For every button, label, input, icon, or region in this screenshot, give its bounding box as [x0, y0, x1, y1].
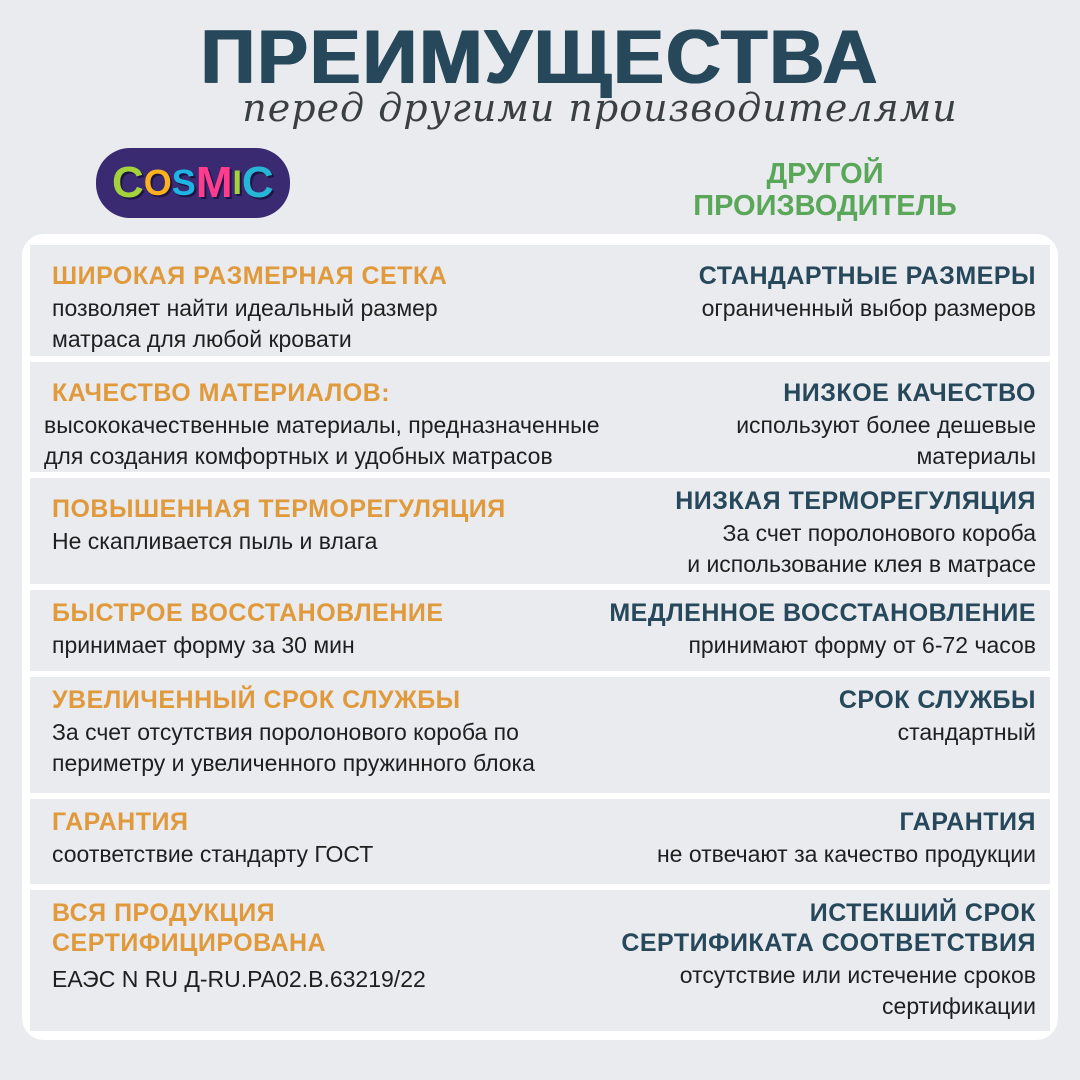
row-right — [839, 685, 1036, 748]
advantage-text: позволяет найти идеальный размер матраса для любой кровати — [52, 295, 438, 352]
row-right — [675, 486, 1036, 580]
comparison-row-sizes — [30, 245, 1050, 356]
advantage-title: ШИРОКАЯ РАЗМЕРНАЯ СЕТКА — [52, 262, 448, 290]
advantage-text: Не скапливается пыль и влага — [52, 528, 378, 554]
comparison-row-thermo — [30, 478, 1050, 584]
logo-letter-i: I — [232, 164, 242, 202]
row-right — [621, 898, 1036, 1022]
logo-letter-o: O — [143, 162, 172, 203]
row-right — [657, 807, 1036, 870]
row-right — [609, 598, 1036, 661]
competitor-title: НИЗКАЯ ТЕРМОРЕГУЛЯЦИЯ — [675, 487, 1036, 515]
advantage-text: высококачественные материалы, предназначенные для создания комфортных и удобных матрасов — [44, 412, 600, 469]
advantage-title: УВЕЛИЧЕННЫЙ СРОК СЛУЖБЫ — [52, 686, 461, 714]
logo-letter-m: M — [195, 158, 233, 207]
row-left — [52, 807, 373, 870]
competitor-text: не отвечают за качество продукции — [656, 841, 1036, 867]
row-left — [52, 261, 447, 355]
advantage-text: ЕАЭС N RU Д-RU.PA02.B.63219/22 — [52, 966, 426, 992]
page-subtitle: перед другими производителями — [242, 86, 958, 130]
comparison-row-lifetime — [30, 677, 1050, 793]
competitor-title: ИСТЕКШИЙ СРОК СЕРТИФИКАТА СООТВЕТСТВИЯ — [621, 899, 1036, 957]
cosmic-logo — [100, 152, 286, 214]
advantage-title: ВСЯ ПРОДУКЦИЯ СЕРТИФИЦИРОВАНА — [52, 899, 327, 957]
row-left — [52, 898, 426, 995]
row-left — [44, 378, 600, 472]
competitor-text: принимают форму от 6-72 часов — [688, 632, 1036, 658]
row-left — [52, 685, 535, 779]
competitor-text: ограниченный выбор размеров — [701, 295, 1036, 321]
comparison-row-certification — [30, 890, 1050, 1031]
comparison-row-warranty — [30, 799, 1050, 884]
competitor-title: НИЗКОЕ КАЧЕСТВО — [783, 379, 1036, 407]
logo-letter-c2: C — [241, 158, 274, 207]
competitor-title: СРОК СЛУЖБЫ — [838, 686, 1036, 714]
page-title: ПРЕИМУЩЕСТВА — [200, 15, 880, 100]
row-right — [699, 261, 1036, 324]
row-right — [736, 378, 1036, 472]
advantage-title: КАЧЕСТВО МАТЕРИАЛОВ: — [52, 379, 391, 407]
competitor-text: За счет поролонового короба и использование клея в матрасе — [687, 520, 1036, 577]
competitor-text: отсутствие или истечение сроков сертификации — [679, 962, 1036, 1019]
row-left — [52, 494, 506, 557]
logo-letter-s: S — [171, 162, 196, 203]
advantage-text: За счет отсутствия поролонового короба по периметру и увеличенного пружинного блока — [52, 719, 535, 776]
other-manufacturer-heading: ДРУГОЙ ПРОИЗВОДИТЕЛЬ — [693, 158, 957, 222]
logo-letter-c1: C — [112, 158, 144, 207]
competitor-title: СТАНДАРТНЫЕ РАЗМЕРЫ — [698, 262, 1036, 290]
advantage-text: соответствие стандарту ГОСТ — [52, 841, 374, 867]
competitor-title: ГАРАНТИЯ — [899, 808, 1036, 836]
comparison-row-materials — [30, 362, 1050, 472]
comparison-row-recovery — [30, 590, 1050, 671]
advantage-text: принимает форму за 30 мин — [52, 632, 355, 658]
advantage-title: ПОВЫШЕННАЯ ТЕРМОРЕГУЛЯЦИЯ — [52, 495, 506, 523]
advantage-title: ГАРАНТИЯ — [52, 808, 189, 836]
competitor-title: МЕДЛЕННОЕ ВОССТАНОВЛЕНИЕ — [609, 599, 1036, 627]
competitor-text: стандартный — [897, 719, 1036, 745]
row-left — [52, 598, 444, 661]
advantage-title: БЫСТРОЕ ВОССТАНОВЛЕНИЕ — [52, 599, 444, 627]
competitor-text: используют более дешевые материалы — [736, 412, 1036, 469]
